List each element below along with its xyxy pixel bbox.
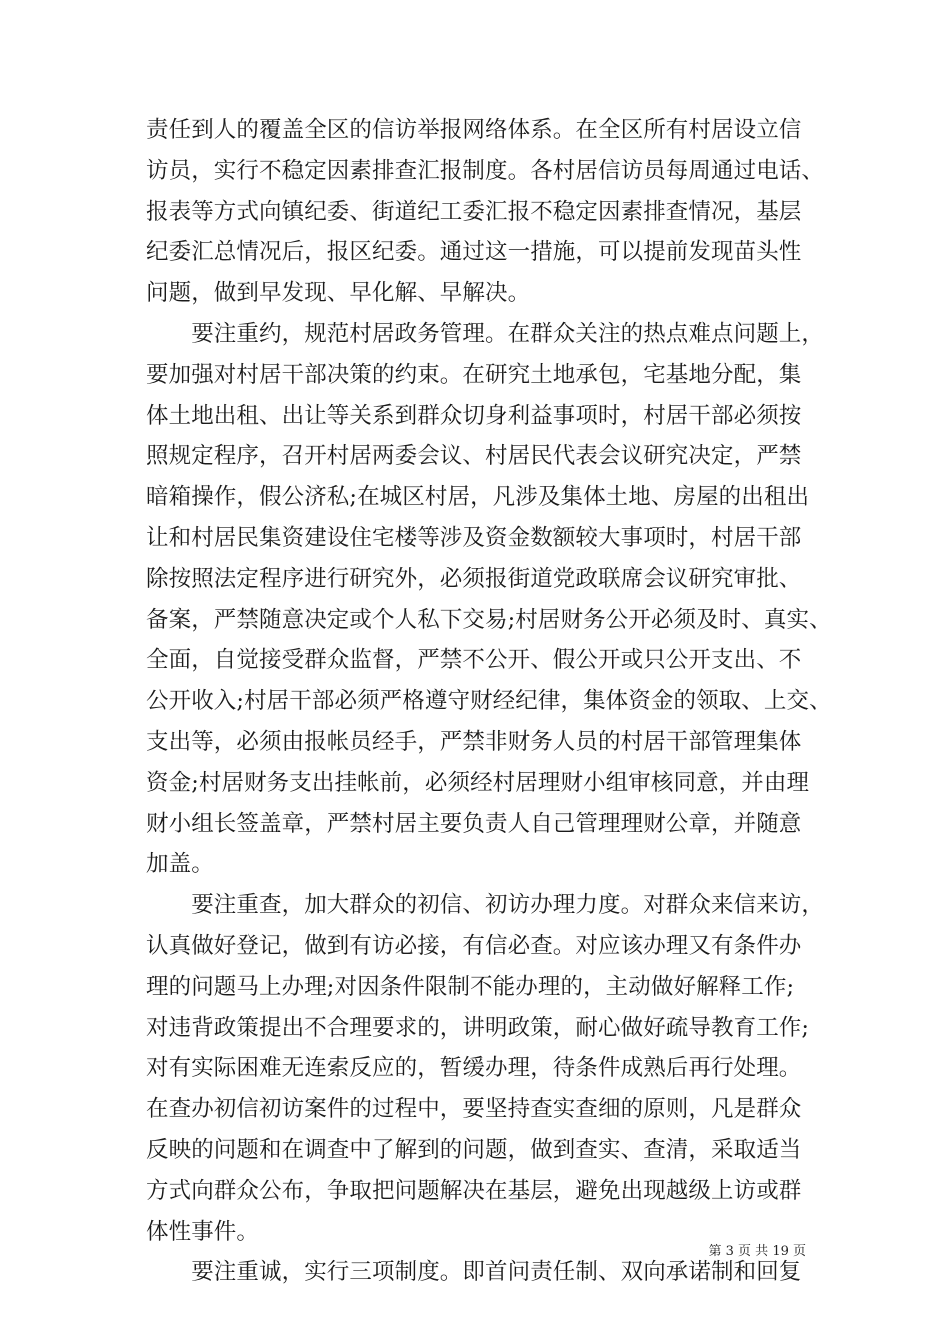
- text-line: 公开收入;村居干部必须严格遵守财经纪律，集体资金的领取、上交、: [146, 688, 832, 715]
- paragraph-1: [146, 110, 825, 314]
- text-line: 理的问题马上办理;对因条件限制不能办理的，主动做好解释工作;: [146, 973, 795, 1000]
- text-line: 支出等，必须由报帐员经手，严禁非财务人员的村居干部管理集体: [146, 728, 802, 755]
- text-line: 加盖。: [146, 851, 214, 878]
- text-line: 要加强对村居干部决策的约束。在研究土地承包，宅基地分配，集: [146, 361, 802, 388]
- text-line: 反映的问题和在调查中了解到的问题，做到查实、查清，采取适当: [146, 1136, 802, 1163]
- text-line: 财小组长签盖章，严禁村居主要负责人自己管理理财公章，并随意: [146, 810, 802, 837]
- text-line: 责任到人的覆盖全区的信访举报网络体系。在全区所有村居设立信: [146, 117, 802, 143]
- text-line: 问题，做到早发现、早化解、早解决。: [146, 280, 531, 307]
- text-line: 对违背政策提出不合理要求的，讲明政策，耐心做好疏导教育工作;: [146, 1014, 810, 1041]
- text-line: 访员，实行不稳定因素排查汇报制度。各村居信访员每周通过电话、: [146, 157, 825, 184]
- paragraph-2: [146, 314, 832, 885]
- document-body: [146, 110, 832, 1293]
- text-line: 要注重约，规范村居政务管理。在群众关注的热点难点问题上，: [146, 320, 825, 347]
- text-line: 纪委汇总情况后，报区纪委。通过这一措施，可以提前发现苗头性: [146, 239, 802, 266]
- text-line: 报表等方式向镇纪委、街道纪工委汇报不稳定因素排查情况，基层: [146, 198, 802, 225]
- text-line: 体土地出租、出让等关系到群众切身利益事项时，村居干部必须按: [146, 402, 802, 429]
- text-line: 除按照法定程序进行研究外，必须报街道党政联席会议研究审批、: [146, 565, 802, 592]
- text-line: 在查办初信初访案件的过程中，要坚持查实查细的原则，凡是群众: [146, 1096, 802, 1123]
- text-line: 资金;村居财务支出挂帐前，必须经村居理财小组审核同意，并由理: [146, 769, 810, 796]
- text-line: 要注重查，加大群众的初信、初访办理力度。对群众来信来访，: [146, 892, 825, 919]
- text-line: 对有实际困难无连索反应的，暂缓办理，待条件成熟后再行处理。: [146, 1055, 802, 1082]
- text-line: 认真做好登记，做到有访必接，有信必查。对应该办理又有条件办: [146, 932, 802, 959]
- text-line: 暗箱操作，假公济私;在城区村居，凡涉及集体土地、房屋的出租出: [146, 484, 810, 511]
- text-line: 体性事件。: [146, 1218, 260, 1245]
- paragraph-3: [146, 885, 825, 1252]
- text-line: 全面，自觉接受群众监督，严禁不公开、假公开或只公开支出、不: [146, 647, 802, 674]
- page-number: 第 3 页 共 19 页: [708, 1244, 806, 1259]
- text-line: 照规定程序，召开村居两委会议、村居民代表会议研究决定，严禁: [146, 443, 802, 470]
- text-line: 要注重诚，实行三项制度。即首问责任制、双向承诺制和回复: [146, 1259, 802, 1286]
- text-line: 让和村居民集资建设住宅楼等涉及资金数额较大事项时，村居干部: [146, 524, 802, 551]
- text-line: 备案，严禁随意决定或个人私下交易;村居财务公开必须及时、真实、: [146, 606, 832, 633]
- text-line: 方式向群众公布，争取把问题解决在基层，避免出现越级上访或群: [146, 1177, 802, 1204]
